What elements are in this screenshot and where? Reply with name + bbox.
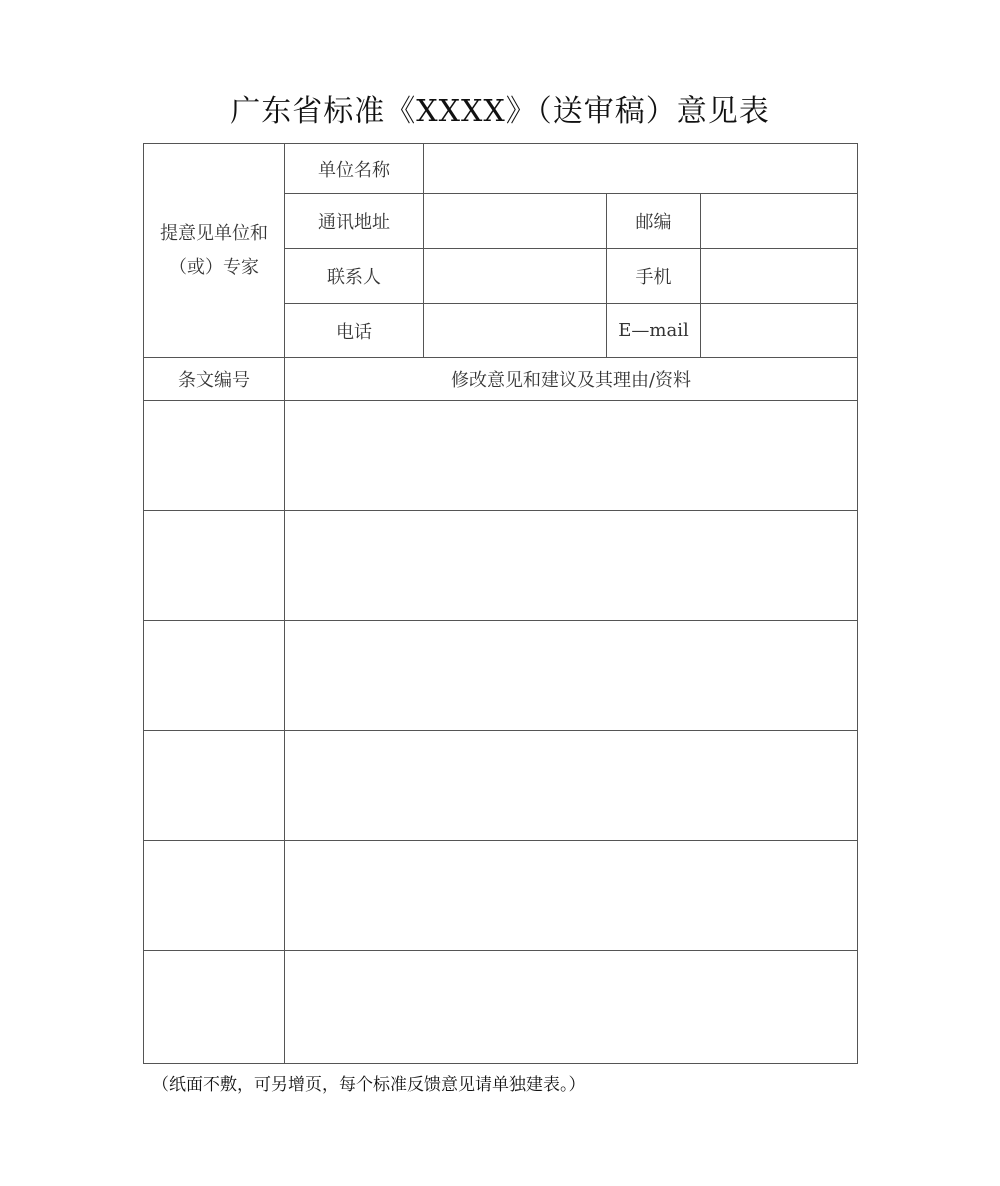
footnote: （纸面不敷，可另增页，每个标准反馈意见请单独建表。）: [152, 1075, 586, 1095]
clause-number-cell[interactable]: [144, 621, 285, 731]
opinion-cell[interactable]: [285, 841, 858, 951]
clause-number-cell[interactable]: [144, 401, 285, 511]
mobile-field[interactable]: [701, 249, 858, 304]
clause-number-cell[interactable]: [144, 951, 285, 1064]
phone-field[interactable]: [424, 304, 607, 358]
postcode-label: 邮编: [607, 194, 701, 249]
email-field[interactable]: [701, 304, 858, 358]
unit-name-field[interactable]: [424, 144, 858, 194]
opinion-header: 修改意见和建议及其理由/资料: [285, 358, 858, 401]
opinion-cell[interactable]: [285, 621, 858, 731]
opinion-cell[interactable]: [285, 951, 858, 1064]
contact-person-label: 联系人: [285, 249, 424, 304]
opinion-form-table: [143, 143, 858, 1064]
clause-number-cell[interactable]: [144, 511, 285, 621]
clause-number-header: 条文编号: [144, 358, 285, 401]
address-label: 通讯地址: [285, 194, 424, 249]
phone-label: 电话: [285, 304, 424, 358]
unit-name-label: 单位名称: [285, 144, 424, 194]
page-title: 广东省标准《XXXX》（送审稿）意见表: [230, 94, 770, 129]
email-label: E—mail: [607, 304, 701, 358]
mobile-label: 手机: [607, 249, 701, 304]
opinion-cell[interactable]: [285, 731, 858, 841]
postcode-field[interactable]: [701, 194, 858, 249]
opinion-cell[interactable]: [285, 401, 858, 511]
clause-number-cell[interactable]: [144, 731, 285, 841]
submitter-group-label: 提意见单位和（或）专家: [144, 144, 285, 358]
contact-person-field[interactable]: [424, 249, 607, 304]
opinion-cell[interactable]: [285, 511, 858, 621]
clause-number-cell[interactable]: [144, 841, 285, 951]
address-field[interactable]: [424, 194, 607, 249]
